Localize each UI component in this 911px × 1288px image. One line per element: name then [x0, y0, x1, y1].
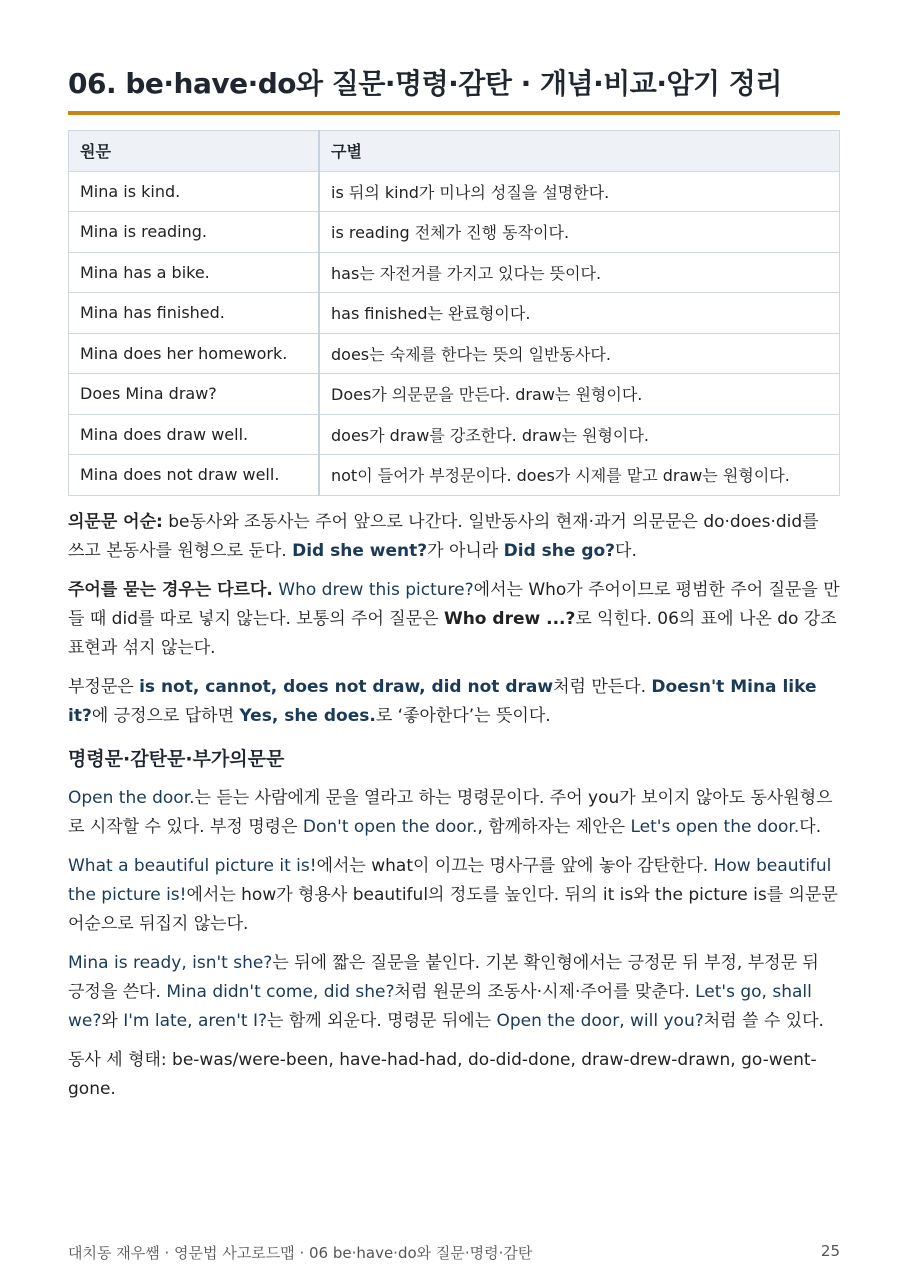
example-phrase: I'm late, aren't I?: [123, 1011, 267, 1031]
example-phrase: Yes, she does.: [239, 706, 376, 726]
text-run: 부정문은: [68, 677, 140, 697]
table-cell-original: Mina is reading.: [69, 212, 320, 253]
text-run: be동사와 조동사는 주어 앞으로 나간다. 일반동사의 현재·과거 의문문은 do·does·did를 쓰고 본동사를 원형으로 둔다.: [68, 512, 819, 561]
example-phrase: Open the door, will you?: [496, 1011, 704, 1031]
text-run: 처럼 쓸 수 있다.: [703, 1011, 824, 1031]
text-run: 는 뒤에 짧은 질문을 붙인다. 기본 확인형에서는 긍정문 뒤 부정, 부정문 뒤 긍정을 쓴다.: [68, 953, 819, 1002]
table-cell-original: Does Mina draw?: [69, 374, 320, 415]
lead-label: 의문문 어순:: [68, 512, 163, 532]
table-cell-distinction: has finished는 완료형이다.: [319, 293, 840, 334]
text-run: 와: [101, 1011, 124, 1031]
text-run: 에서는 how가 형용사 beautiful의 정도를 높인다. 뒤의 it is와 the picture is를 의문문 어순으로 뒤집지 않는다.: [68, 885, 838, 934]
table-cell-distinction: has는 자전거를 가지고 있다는 뜻이다.: [319, 252, 840, 293]
page-footer: [68, 1242, 840, 1263]
table-cell-distinction: is reading 전체가 진행 동작이다.: [319, 212, 840, 253]
example-phrase: How beautiful the picture is!: [68, 856, 832, 905]
text-run: 에서는 Who가 주어이므로 평범한 주어 질문을 만들 때 did를 따로 넣지 않는다. 보통의 주어 질문은: [68, 580, 840, 629]
example-phrase: Let's open the door.: [630, 817, 800, 837]
table-cell-original: Mina has finished.: [69, 293, 320, 334]
table-row: [69, 455, 840, 496]
paragraph-question-order: [68, 508, 840, 566]
example-phrase: Don't open the door.: [302, 817, 478, 837]
paragraph-exclamations: [68, 852, 840, 939]
page-number: 25: [820, 1242, 840, 1260]
table-header-distinction: 구별: [319, 131, 840, 172]
paragraph-negatives: [68, 673, 840, 731]
footer-running-title: 대치동 재우쌤 · 영문법 사고로드맵 · 06 be·have·do와 질문·명령·감탄: [68, 1244, 533, 1262]
table-row: [69, 212, 840, 253]
table-cell-distinction: is 뒤의 kind가 미나의 성질을 설명한다.: [319, 171, 840, 212]
table-header-original: 원문: [69, 131, 320, 172]
paragraph-imperatives: [68, 784, 840, 842]
paragraph-tag-questions: [68, 949, 840, 1036]
table-cell-original: Mina is kind.: [69, 171, 320, 212]
text-run: 는 함께 외운다. 명령문 뒤에는: [267, 1011, 497, 1031]
page-title: 06. be·have·do와 질문·명령·감탄 · 개념·비교·암기 정리: [68, 67, 782, 100]
table-header-row: [69, 131, 840, 172]
example-phrase: Let's go, shall we?: [68, 982, 812, 1031]
title-underline: [68, 111, 840, 115]
table-row: [69, 374, 840, 415]
text-run: 처럼 원문의 조동사·시제·주어를 맞춘다.: [394, 982, 696, 1002]
text-run: 다.: [615, 541, 637, 561]
text-run: 로 익힌다. 06의 표에 나온 do 강조 표현과 섞지 않는다.: [68, 609, 837, 658]
table-row: [69, 414, 840, 455]
text-run: 는 듣는 사람에게 문을 열라고 하는 명령문이다. 주어 you가 보이지 않아도 동사원형으로 시작할 수 있다. 부정 명령은: [68, 788, 833, 837]
table-row: [69, 252, 840, 293]
table-cell-distinction: Does가 의문문을 만든다. draw는 원형이다.: [319, 374, 840, 415]
text-run: 에서는 what이 이끄는 명사구를 앞에 놓아 감탄한다.: [316, 856, 714, 876]
body-text: [68, 508, 840, 1114]
text-run: 가 아니라: [427, 541, 504, 561]
table-row: [69, 293, 840, 334]
comparison-table: [68, 130, 840, 496]
example-phrase: Mina didn't come, did she?: [166, 982, 395, 1002]
table-cell-original: Mina does her homework.: [69, 333, 320, 374]
example-phrase: Doesn't Mina like it?: [68, 677, 817, 726]
table-cell-original: Mina does not draw well.: [69, 455, 320, 496]
section-subheading: 명령문·감탄문·부가의문문: [68, 748, 285, 770]
text-run: 다.: [799, 817, 822, 837]
text-run: , 함께하자는 제안은: [477, 817, 631, 837]
lead-label: 주어를 묻는 경우는 다르다.: [68, 580, 273, 600]
table-row: [69, 171, 840, 212]
table-cell-original: Mina has a bike.: [69, 252, 320, 293]
paragraph-verb-forms: 동사 세 형태: be-was/were-been, have-had-had, do-did-done, draw-drew-drawn, go-went-gone.: [68, 1050, 817, 1099]
table-cell-distinction: does가 draw를 강조한다. draw는 원형이다.: [319, 414, 840, 455]
example-phrase: Open the door.: [68, 788, 195, 808]
example-phrase: Did she go?: [503, 541, 616, 561]
example-phrase: Who drew this picture?: [278, 580, 474, 600]
example-phrase: Did she went?: [292, 541, 428, 561]
text-run: 처럼 만든다.: [553, 677, 652, 697]
text-run: 에 긍정으로 답하면: [91, 706, 240, 726]
example-phrase: Who drew ...?: [443, 609, 576, 629]
table-cell-original: Mina does draw well.: [69, 414, 320, 455]
table-cell-distinction: does는 숙제를 한다는 뜻의 일반동사다.: [319, 333, 840, 374]
table-cell-distinction: not이 들어가 부정문이다. does가 시제를 맡고 draw는 원형이다.: [319, 455, 840, 496]
paragraph-subject-question: [68, 576, 840, 663]
example-phrase: What a beautiful picture it is!: [68, 856, 317, 876]
table-row: [69, 333, 840, 374]
text-run: 로 ‘좋아한다’는 뜻이다.: [375, 706, 551, 726]
example-phrase: Mina is ready, isn't she?: [68, 953, 273, 973]
example-phrase: is not, cannot, does not draw, did not draw: [139, 677, 554, 697]
